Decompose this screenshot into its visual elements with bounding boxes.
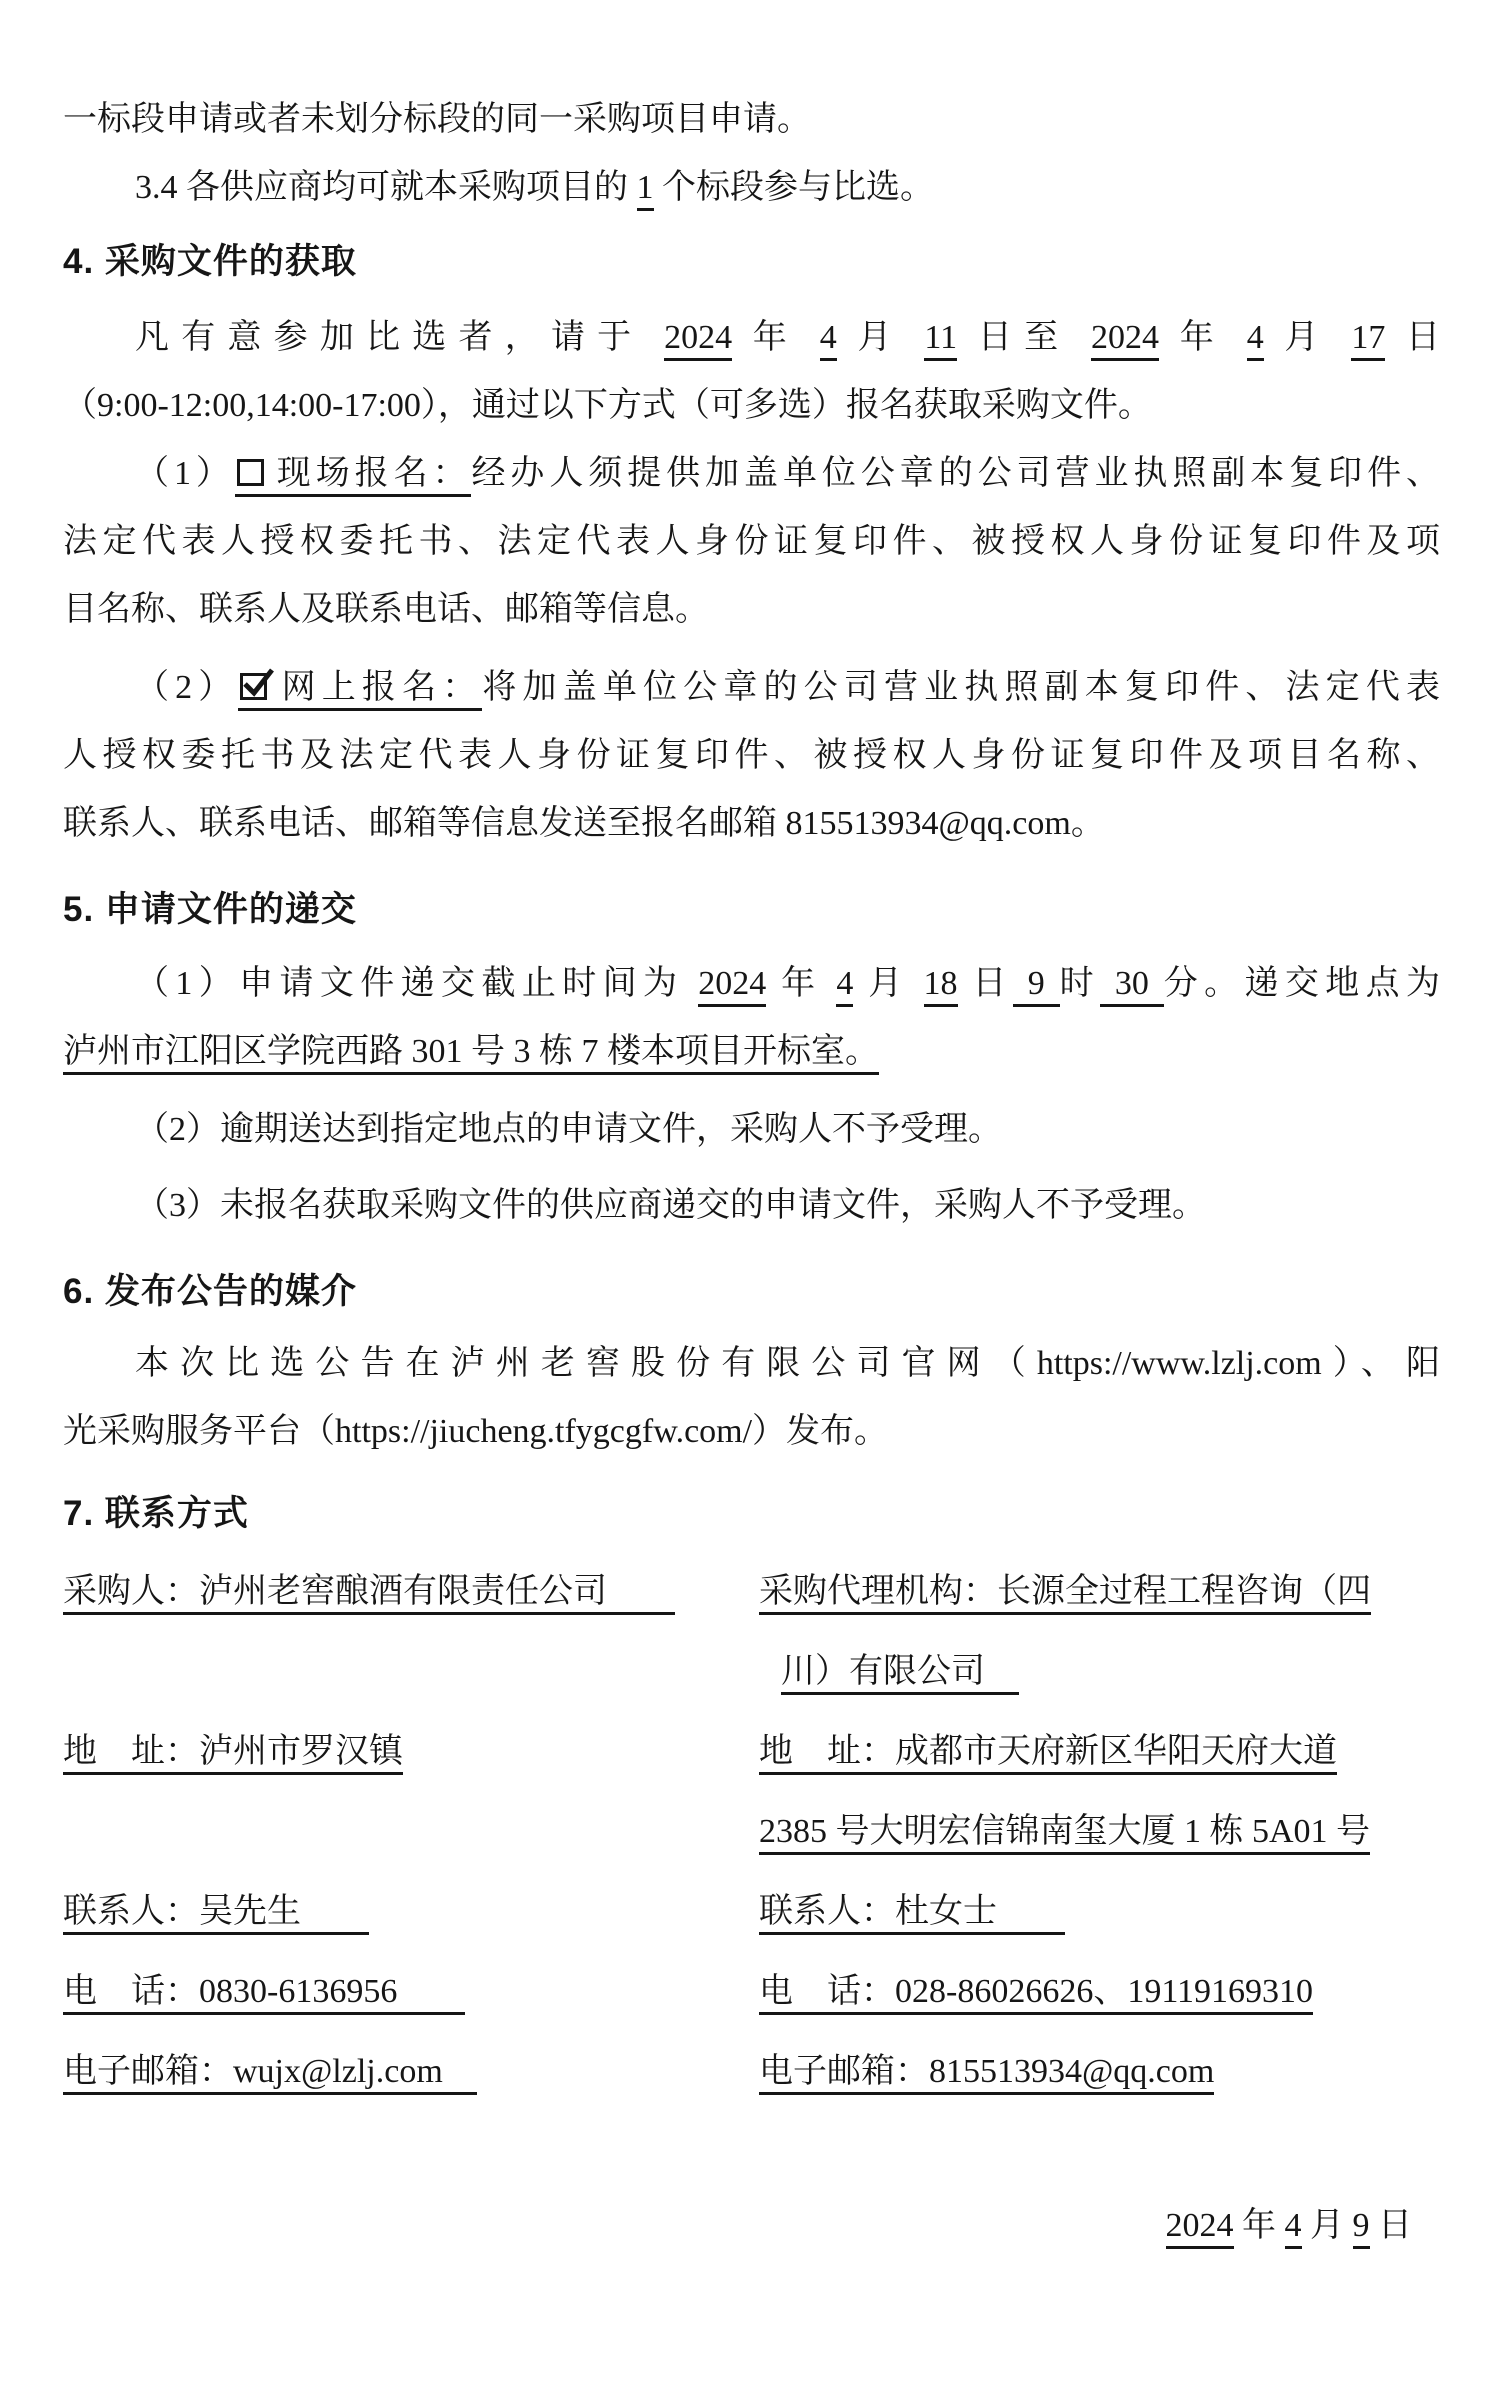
underlined-text: 9 (1353, 2207, 1370, 2249)
agency-name-line-2: 川）有限公司 (781, 1653, 1019, 1695)
section-5-item-3: （3）未报名获取采购文件的供应商递交的申请文件，采购人不予受理。 (135, 1187, 1206, 1224)
text: 经办人须提供加盖单位公章的公司营业执照副本复印件、 (471, 455, 1441, 492)
section-4-item-2-line-2 (63, 722, 1440, 790)
section-4-intro-line-2 (63, 372, 1440, 440)
agency-email-cell (745, 2032, 1440, 2112)
agency-contact-cell (745, 1872, 1440, 1952)
text: 月 (1301, 2207, 1353, 2244)
purchaser-contact-person: 联系人：吴先生 (63, 1893, 369, 1935)
purchaser-name-cell (63, 1552, 745, 1712)
agency-address-line-2: 2385 号大明宏信锦南玺大厦 1 栋 5A01 号 (759, 1813, 1370, 1855)
checkbox-checked-icon (240, 673, 267, 700)
underlined-text: 4 (820, 319, 837, 361)
underlined-text: 2024 (698, 965, 766, 1007)
purchaser-contact-cell (63, 1872, 745, 1952)
text: 月 (853, 965, 924, 1002)
underlined-text: 11 (924, 319, 957, 361)
underlined-text: 现场报名： (235, 455, 472, 497)
section-4-heading: 4. 采购文件的获取 (63, 242, 357, 281)
text: 日 (1369, 2207, 1412, 2244)
underlined-text: 18 (924, 965, 958, 1007)
section-5-item-1-line-2 (63, 1018, 1440, 1086)
purchaser-phone-cell (63, 1952, 745, 2032)
underlined-text: 4 (1247, 319, 1264, 361)
text: 年 (766, 965, 837, 1002)
section-4-item-1-line-3 (63, 576, 1440, 644)
underlined-text: 4 (1285, 2207, 1302, 2249)
underlined-text: 泸州市江阳区学院西路 301 号 3 栋 7 楼本项目开标室。 (63, 1033, 879, 1075)
underlined-text: 17 (1351, 319, 1385, 361)
section-4-item-1-line-1 (63, 440, 1440, 508)
agency-phone: 电 话：028-86026626、19119169310 (759, 1973, 1313, 2015)
agency-name-cell (745, 1552, 1440, 1712)
text: 人授权委托书及法定代表人身份证复印件、被授权人身份证复印件及项目名称、 (63, 737, 1440, 774)
section-6-body-line-1 (63, 1330, 1440, 1398)
purchaser-phone: 电 话：0830-6136956 (63, 1973, 465, 2015)
text: 凡有意参加比选者，请于 (135, 319, 665, 356)
text: 光采购服务平台（https://jiucheng.tfygcgfw.com/）发布。 (63, 1413, 889, 1450)
underlined-text: 1 (637, 169, 654, 211)
agency-email: 电子邮箱：815513934@qq.com (759, 2053, 1214, 2095)
section-5-heading: 5. 申请文件的递交 (63, 890, 357, 929)
section-4-item-2-line-1 (63, 654, 1440, 722)
agency-address-cell (745, 1712, 1440, 1872)
text: 年 (1159, 319, 1247, 356)
purchaser-address: 地 址：泸州市罗汉镇 (63, 1733, 403, 1775)
contact-row-persons (63, 1872, 1440, 1952)
text: 本次比选公告在泸州老窖股份有限公司官网（https://www.lzlj.com）、阳 (135, 1345, 1440, 1382)
text: 个标段参与比选。 (653, 169, 934, 206)
underlined-text: 9 (1013, 965, 1060, 1007)
underlined-text: 2024 (664, 319, 732, 361)
section-6-heading: 6. 发布公告的媒介 (63, 1272, 357, 1311)
underlined-text: 2024 (1091, 319, 1159, 361)
text: 日 (957, 965, 1013, 1002)
underlined-text: 4 (836, 965, 853, 1007)
text: 时 (1059, 965, 1100, 1002)
text: 联系人、联系电话、邮箱等信息发送至报名邮箱 815513934@qq.com。 (63, 805, 1105, 842)
text: 年 (1233, 2207, 1285, 2244)
section-7-heading: 7. 联系方式 (63, 1494, 249, 1533)
purchaser-email-cell (63, 2032, 745, 2112)
contact-row-addresses (63, 1712, 1440, 1872)
agency-contact-person: 联系人：杜女士 (759, 1893, 1065, 1935)
text: 月 (1263, 319, 1352, 356)
announcement-date (63, 2192, 1440, 2260)
section-4-intro-line-1 (63, 304, 1440, 372)
clause-3-4 (63, 154, 1440, 222)
text: 法定代表人授权委托书、法定代表人身份证复印件、被授权人身份证复印件及项 (63, 523, 1440, 560)
underlined-text: 2024 (1166, 2207, 1234, 2249)
checkbox-unchecked-icon (237, 459, 264, 486)
text: 目名称、联系人及联系电话、邮箱等信息。 (63, 591, 709, 628)
section-6-body-line-2 (63, 1398, 1440, 1466)
agency-name-line-1: 采购代理机构：长源全过程工程咨询（四 (759, 1573, 1371, 1615)
text: 日至 (957, 319, 1092, 356)
contact-block (63, 1552, 1440, 2112)
underlined-text: 网上报名： (238, 669, 482, 711)
section-5-item-1-line-1 (63, 950, 1440, 1018)
contact-row-emails (63, 2032, 1440, 2112)
contact-row-names (63, 1552, 1440, 1712)
continuation-text: 一标段申请或者未划分标段的同一采购项目申请。 (63, 101, 811, 138)
text: 日 (1385, 319, 1441, 356)
text: （1） (135, 455, 235, 492)
text: （9:00-12:00,14:00-17:00），通过以下方式（可多选）报名获取采购文件。 (63, 387, 1152, 424)
section-4-item-1-line-2 (63, 508, 1440, 576)
text: 年 (732, 319, 820, 356)
text: 分。递交地点为 (1163, 965, 1441, 1002)
purchaser-address-cell (63, 1712, 745, 1872)
text: 将加盖单位公章的公司营业执照副本复印件、法定代表 (482, 669, 1440, 706)
agency-address-line-1: 地 址：成都市天府新区华阳天府大道 (759, 1733, 1337, 1775)
agency-phone-cell (745, 1952, 1440, 2032)
text: 月 (836, 319, 925, 356)
section-5-item-2: （2）逾期送达到指定地点的申请文件，采购人不予受理。 (135, 1111, 1002, 1148)
text: （2） (135, 669, 239, 706)
section-4-item-2-line-3 (63, 790, 1440, 858)
purchaser-email: 电子邮箱：wujx@lzlj.com (63, 2053, 477, 2095)
text: 3.4 各供应商均可就本采购项目的 (135, 169, 637, 206)
underlined-text: 30 (1100, 965, 1164, 1007)
text: （1）申请文件递交截止时间为 (135, 965, 699, 1002)
contact-row-phones (63, 1952, 1440, 2032)
purchaser-name: 采购人：泸州老窖酿酒有限责任公司 (63, 1573, 675, 1615)
